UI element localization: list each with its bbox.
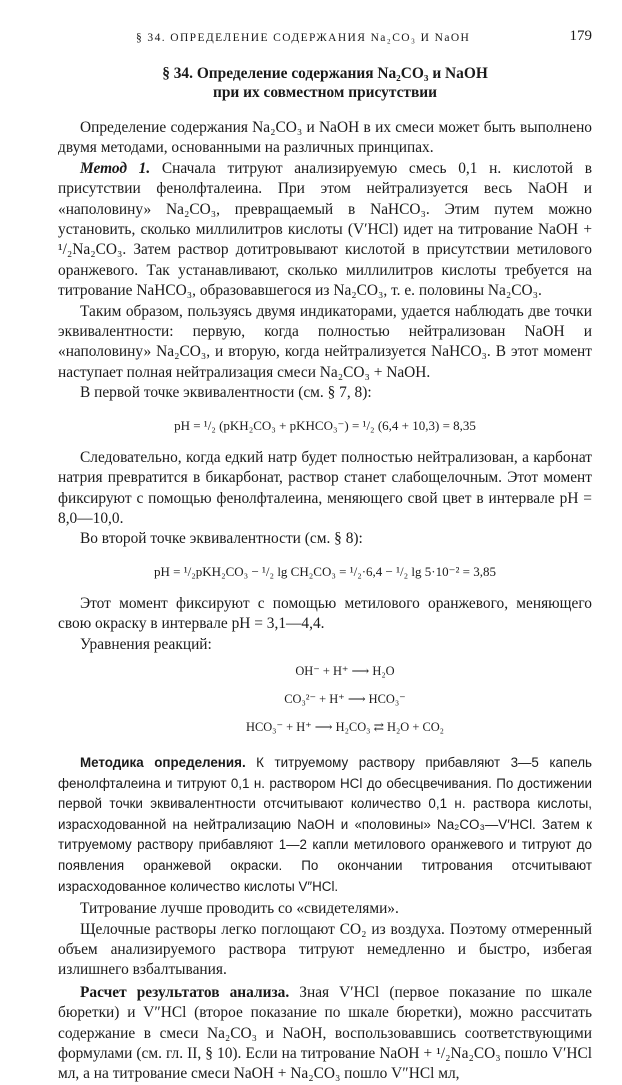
section-title-line2: при их совместном присутствии <box>212 84 438 101</box>
method-1-text: Сначала титруют анализируемую смесь 0,1 н. кислотой в присутствии фенолфталеина. При этом нейтрализуется весь NaOH и «наполовину» Na₂CO₃, превращаемый в NaHCO₃. Этим путем можно установить, сколько миллилитров кислоты (V′HCl) идет на титрование NaOH + ¹/₂Na₂CO₃. Затем раствор дотитровывают кислотой в присутствии метилового оранжевого. Так устанавливают, сколько миллилитров кислоты требуется на титрование NaHCO₃, образовавшегося из Na₂CO₃, т. е. половины Na₂CO₃. <box>58 159 592 300</box>
paragraph-methyl-orange: Этот момент фиксируют с помощью метилового оранжевого, меняющего свою окраску в интервале pH = 3,1—4,4. <box>58 594 592 633</box>
paragraph-intro: Определение содержания Na₂CO₃ и NaOH в их смеси может быть выполнено двумя методами, основанными на различных принципах. <box>58 119 592 157</box>
formula-ph-second-point: pH = ¹/₂pKH₂CO₃ − ¹/₂ lg CH₂CO₃ = ¹/₂·6,4 − ¹/₂ lg 5·10⁻² = 3,85 <box>154 563 496 579</box>
procedure-block <box>58 753 592 897</box>
running-title: § 34. ОПРЕДЕЛЕНИЕ СОДЕРЖАНИЯ Na₂CO₃ И NaOH <box>136 32 471 44</box>
reaction-equation-1: OH⁻ + H⁺ ⟶ H₂O <box>295 663 395 678</box>
paragraph-consequence: Следовательно, когда едкий натр будет полностью нейтрализован, а карбонат натрия превратится в бикарбонат, раствор станет слабощелочным. Этот момент фиксируют с помощью фенолфталеина, меняющего свой цвет в интервале pH = 8,0—10,0. <box>58 448 592 527</box>
paragraph-method-1 <box>58 159 592 302</box>
calculation-text: Зная V′HCl (первое показание по шкале бюретки) и V″HCl (второе показание по шкале бюретки), можно рассчитать содержание в смеси Na₂CO₃ и NaOH, воспользовавшись соответствующими формулами (см. гл. II, § 10). Если на титрование NaOH + ¹/₂Na₂CO₃ пошло V′HCl мл, а на титрование смеси NaOH + Na₂CO₃ пошло V″HCl мл, <box>58 983 592 1083</box>
paragraph-second-point: Во второй точке эквивалентности (см. § 8): <box>80 530 363 548</box>
paragraph-co2: Щелочные растворы легко поглощают CO₂ из воздуха. Поэтому отмеренный объем анализируемого раствора титруют немедленно и быстро, избегая излишнего взбалтывания. <box>58 920 592 979</box>
reaction-equation-2: CO₃²⁻ + H⁺ ⟶ HCO₃⁻ <box>284 691 406 706</box>
paragraph-equations-heading: Уравнения реакций: <box>80 635 212 653</box>
section-title-line1: § 34. Определение содержания Na₂CO₃ и NaOH <box>162 65 488 82</box>
paragraph-witnesses: Титрование лучше проводить со «свидетелями». <box>80 900 399 918</box>
section-title <box>58 64 592 102</box>
method-1-lead: Метод 1. <box>80 159 151 177</box>
reaction-equation-3: HCO₃⁻ + H⁺ ⟶ H₂CO₃ ⇄ H₂O + CO₂ <box>246 719 444 734</box>
page-number: 179 <box>569 28 592 44</box>
paragraph-calculation <box>58 983 592 1085</box>
paragraph-procedure <box>58 753 592 897</box>
formula-ph-first-point: pH = ¹/₂ (pKH₂CO₃ + pKHCO₃⁻) = ¹/₂ (6,4 + 10,3) = 8,35 <box>174 417 476 433</box>
paragraph-first-point: В первой точке эквивалентности (см. § 7, 8): <box>80 384 372 402</box>
running-head <box>58 26 592 48</box>
paragraph-two-indicators: Таким образом, пользуясь двумя индикаторами, удается наблюдать две точки эквивалентности: первую, когда полностью нейтрализован NaOH и «наполовину» Na₂CO₃, и вторую, когда нейтрализуется NaHCO₃. В этот момент наступает полная нейтрализация смеси Na₂CO₃ + NaOH. <box>58 302 592 381</box>
procedure-lead: Методика определения. <box>80 754 246 770</box>
procedure-text: К титруемому раствору прибавляют 3—5 капель фенолфталеина и титруют 0,1 н. раствором HCl до обесцвечивания. По достижении первой точки эквивалентности отсчитывают количество 0,1 н. раствора кислоты, израсходованной на нейтрализацию NaOH и «половины» Na₂CO₃—V′HCl. Затем к титруемому раствору прибавляют 1—2 капли метилового оранжевого и титруют до появления оранжевой окраски. По окончании титрования отсчитывают израсходованное количество кислоты V″HCl. <box>58 754 593 894</box>
calculation-lead: Расчет результатов анализа. <box>80 983 290 1001</box>
